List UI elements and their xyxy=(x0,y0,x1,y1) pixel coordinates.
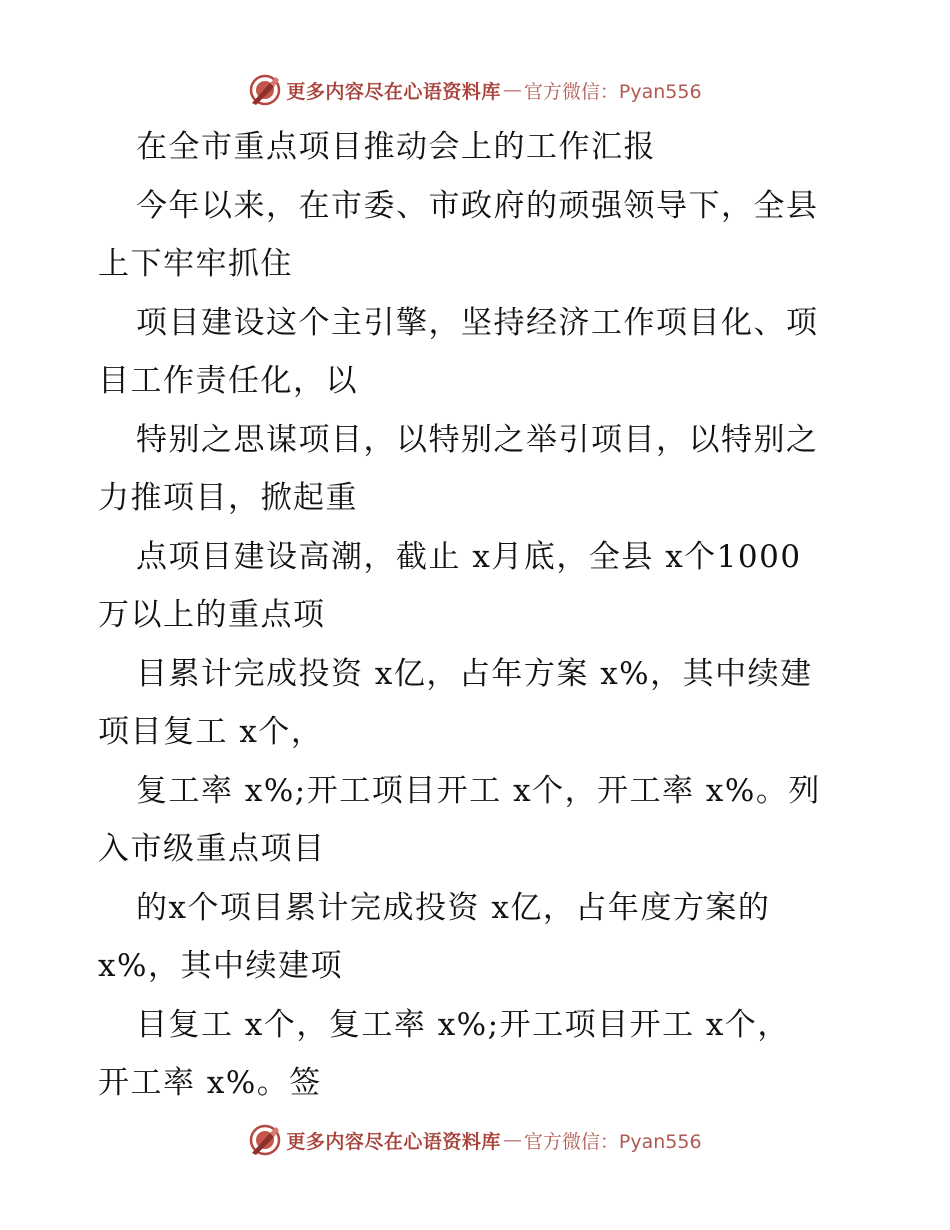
text-line: 特别之思谋项目，以特别之举引项目，以特别之 xyxy=(136,421,819,458)
text-line: 上下牢牢抓住 xyxy=(98,246,293,282)
text-line: 目工作责任化，以 xyxy=(98,363,358,399)
text-line: 力推项目，掀起重 xyxy=(98,480,358,516)
text-line: 项目复工 x个， xyxy=(98,714,324,750)
text-line: 项目建设这个主引擎，坚持经济工作项目化、项 xyxy=(136,304,819,341)
text-line: 目复工 x个，复工率 x%;开工项目开工 x个， xyxy=(136,1006,790,1043)
text-line: 万以上的重点项 xyxy=(98,597,326,633)
text-line: 点项目建设高潮，截止 x月底，全县 x个1000 xyxy=(136,538,802,575)
header-banner-text: 更多内容尽在心语资料库 xyxy=(286,80,501,103)
pen-seal-logo-icon xyxy=(248,73,282,107)
pen-seal-logo-icon xyxy=(248,1123,282,1157)
header-banner xyxy=(0,70,950,110)
text-line: 今年以来，在市委、市政府的顽强领导下，全县 xyxy=(136,187,819,224)
header-banner-contact: 官方微信：Pyan556 xyxy=(523,80,702,103)
footer-banner-contact: 官方微信：Pyan556 xyxy=(523,1130,702,1153)
text-line: 开工率 x%。签 xyxy=(98,1065,322,1101)
footer-banner xyxy=(0,1120,950,1160)
text-line: 的x个项目累计完成投资 x亿，占年度方案的 xyxy=(136,889,771,926)
header-banner-separator: — xyxy=(502,79,522,101)
text-line: 目累计完成投资 x亿，占年方案 x%，其中续建 xyxy=(136,655,813,692)
text-line: 复工率 x%;开工项目开工 x个，开工率 x%。列 xyxy=(136,772,821,809)
document-body xyxy=(98,118,858,1113)
footer-banner-text: 更多内容尽在心语资料库 xyxy=(286,1130,501,1153)
text-line: 入市级重点项目 xyxy=(98,831,326,867)
footer-banner-separator: — xyxy=(502,1129,522,1151)
document-title: 在全市重点项目推动会上的工作汇报 xyxy=(136,129,656,165)
text-line: x%，其中续建项 xyxy=(98,948,343,984)
